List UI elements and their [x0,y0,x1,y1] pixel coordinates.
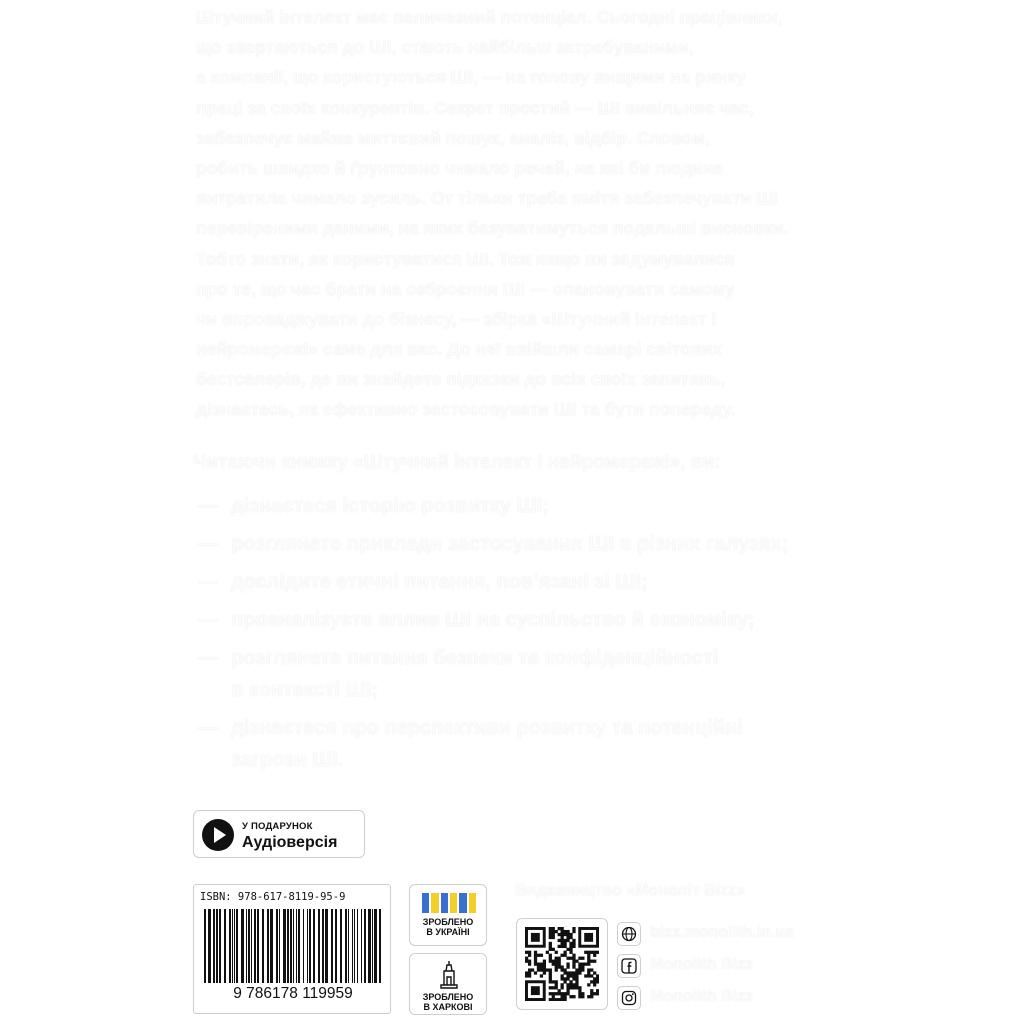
made-in-kharkiv-badge [409,953,487,1015]
publisher-name: Видавництво «Моноліт Bizz» [515,882,746,899]
barcode-digits: 9 786178 119959 [233,985,353,1002]
list-item-text: розглянете питання безпеки та конфіденційності [231,647,719,669]
list-item-text: розглянете приклади застосування ШІ в різних галузях; [231,533,789,555]
barcode-bars [202,909,384,983]
monument-icon [439,959,459,989]
list-item [198,712,838,776]
play-icon [202,819,234,851]
badge-line: В ХАРКОВІ [423,1002,473,1012]
made-in-ukraine-badge [409,884,487,946]
bullet-dash: — [198,647,218,669]
description-line: Штучний інтелект має величезний потенціал. Сьогодні працівники, [196,7,783,27]
list-item [198,490,838,522]
description-line: праці за своїх конкурентів. Секрет простий — ШІ вивільняє час, [196,97,754,118]
bullet-dash: — [198,609,218,631]
audio-version-badge[interactable] [193,810,365,858]
benefits-list [198,490,838,782]
bullet-dash: — [198,533,218,555]
list-item-text: дослідите етичні питання, пов’язані зі ШІ; [231,571,648,593]
list-item-text: дізнаєтеся про перспективи розвитку та потенційні [231,717,743,739]
globe-icon [617,922,641,946]
isbn-label: ISBN: 978-617-8119-95-9 [200,891,346,903]
badge-line: В УКРАЇНІ [426,927,470,937]
description-line: а компанії, що користуються ШІ, — на голову вищими на ринку [196,67,746,88]
description-line: чи впроваджувати до бізнесу, — збірка «Штучний інтелект і [196,308,717,329]
qr-code[interactable] [516,918,608,1010]
website-link[interactable]: bizz.monolith.in.ua [650,924,794,941]
list-item-text: проаналізуєте вплив ШІ на суспільство й економіку; [231,609,755,631]
list-item [198,528,838,560]
audio-version-label: Аудіоверсія [242,834,338,851]
list-item-text: загрози ШІ. [231,749,344,771]
bullets-intro: Читаючи книжку «Штучний інтелект і нейромережі», ви: [193,452,721,473]
list-item [198,604,838,636]
bullet-dash: — [198,495,218,517]
list-item-text: дізнаєтеся історію розвитку ШІ; [231,495,549,517]
instagram-icon [617,986,641,1010]
audio-gift-label: У ПОДАРУНОК [242,821,313,832]
bullet-dash: — [198,571,218,593]
qr-code-image [525,927,599,1001]
list-item [198,642,838,706]
description-line: витратила чимало зусиль. От тільки треба вміти забезпечувати ШІ [196,188,779,209]
isbn-barcode [193,884,391,1014]
description-line: бестселерів, де ви знайдете підказки до всіх своїх запитань, [196,369,726,390]
facebook-link[interactable]: Monolith Bizz [650,956,754,973]
description-line: Тобто знати, як користуватися ШІ. Тож якщо ви задумувалися [196,248,735,269]
description-line: нейромережі» саме для вас. До неї ввійшли самарі світових [196,339,723,360]
badge-label [410,917,486,937]
description-line: що звертаються до ШІ, стають найбільш затребуваними, [196,37,694,58]
facebook-icon [617,954,641,978]
description-line: забезпечує майже миттєвий пошук, аналіз, відбір. Словом, [196,127,710,148]
instagram-link[interactable]: Monolith Bizz [650,988,754,1005]
bullet-dash: — [198,717,218,739]
badge-label [410,992,486,1012]
description-line: робить швидко й ґрунтовно чимало речей, на які би людина [196,157,723,178]
ukraine-flag-icon [421,893,477,913]
description-line: про те, що час брати на озброєння ШІ — опановувати самому [196,278,735,299]
description-line: дізнаєтесь, як ефективно застосовувати ШІ та бути попереду. [196,399,736,420]
description-paragraph [196,2,836,425]
description-line: перевіреними даними, на яких базуватимуться подальші висновки. [196,218,789,239]
badge-line: ЗРОБЛЕНО [422,917,474,927]
list-item [198,566,838,598]
badge-line: ЗРОБЛЕНО [422,992,474,1002]
list-item-text: в контексті ШІ; [231,679,378,701]
